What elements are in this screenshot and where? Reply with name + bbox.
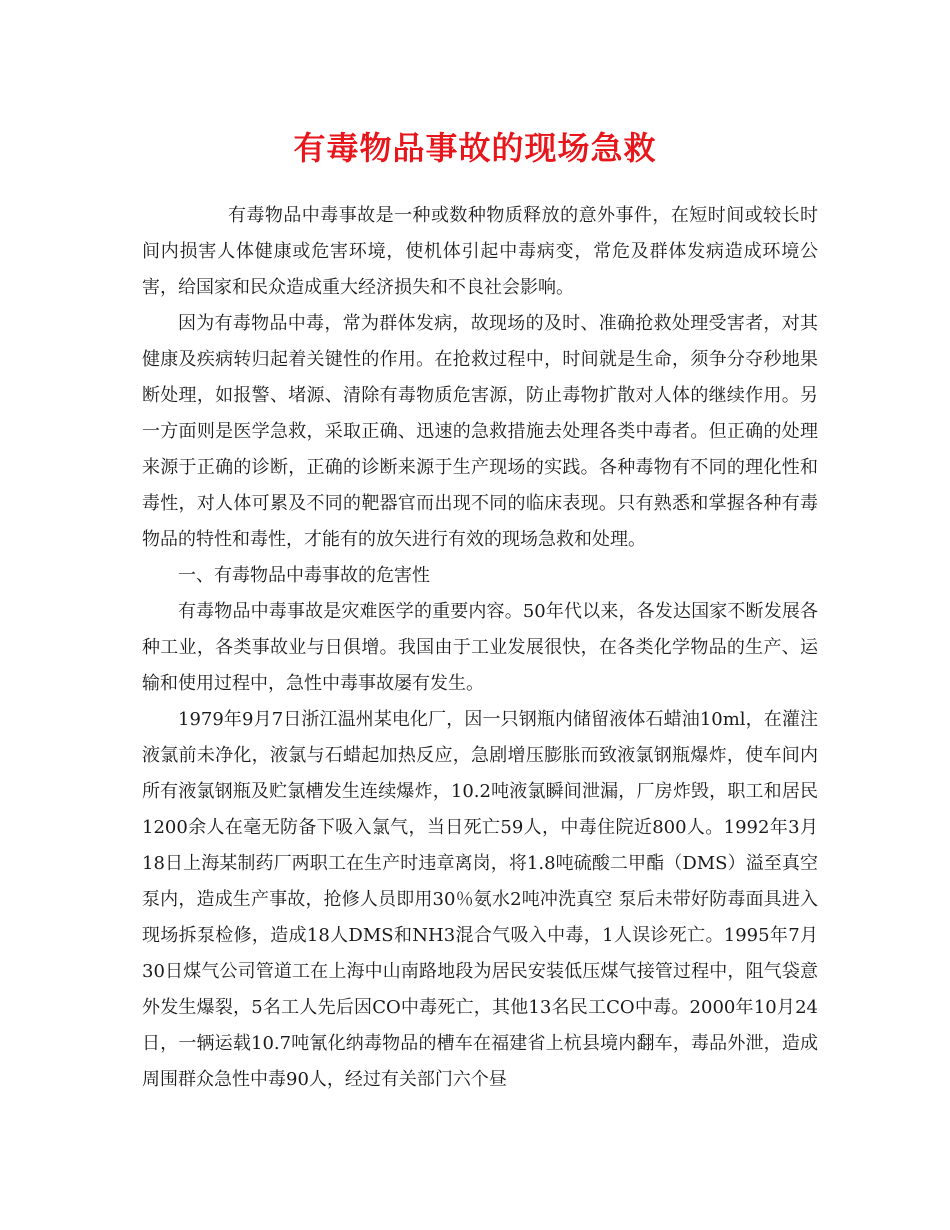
section-heading-hazards: 一、有毒物品中毒事故的危害性	[178, 565, 430, 586]
document-body	[142, 198, 818, 1098]
paragraph-rescue-importance: 因为有毒物品中毒，常为群体发病，故现场的及时、准确抢救处理受害者，对其健康及疾病转归起着关键性的作用。在抢救过程中，时间就是生命，须争分夺秒地果断处理，如报警、堵源、清除有毒物质危害源，防止毒物扩散对人体的继续作用。另一方面则是医学急救，采取正确、迅速的急救措施去处理各类中毒者。但正确的处理来源于正确的诊断，正确的诊断来源于生产现场的实践。各种毒物有不同的理化性和毒性，对人体可累及不同的靶器官而出现不同的临床表现。只有熟悉和掌握各种有毒物品的特性和毒性，才能有的放矢进行有效的现场急救和处理。	[142, 313, 818, 550]
paragraph-disaster-medicine: 有毒物品中毒事故是灾难医学的重要内容。50年代以来，各发达国家不断发展各种工业，各类事故业与日俱增。我国由于工业发展很快，在各类化学物品的生产、运输和使用过程中，急性中毒事故屡有发生。	[142, 601, 818, 694]
paragraph-case-examples: 1979年9月7日浙江温州某电化厂，因一只钢瓶内储留液体石蜡油10ml，在灌注液氯前未净化，液氯与石蜡起加热反应，急剧增压膨胀而致液氯钢瓶爆炸，使车间内所有液氯钢瓶及贮氯槽发生连续爆炸，10.2吨液氯瞬间泄漏，厂房炸毁，职工和居民1200余人在毫无防备下吸入氯气，当日死亡59人，中毒住院近800人。1992年3月18日上海某制药厂两职工在生产时违章离岗，将1.8吨硫酸二甲酯（DMS）溢至真空泵内，造成生产事故，抢修人员即用30％氨水2吨冲洗真空 泵后未带好防毒面具进入现场拆泵检修，造成18人DMS和NH3混合气吸入中毒，1人误诊死亡。1995年7月30日煤气公司管道工在上海中山南路地段为居民安装低压煤气接管过程中，阻气袋意外发生爆裂，5名工人先后因CO中毒死亡，其他13名民工CO中毒。2000年10月24日，一辆运载10.7吨氰化纳毒物品的槽车在福建省上杭县境内翻车，毒品外泄，造成周围群众急性中毒90人，经过有关部门六个昼	[142, 709, 818, 1090]
document-title: 有毒物品事故的现场急救	[293, 129, 657, 167]
paragraph-intro: 有毒物品中毒事故是一种或数种物质释放的意外事件，在短时间或较长时间内损害人体健康或危害环境，使机体引起中毒病变，常危及群体发病造成环境公害，给国家和民众造成重大经济损失和不良社会影响。	[142, 205, 818, 298]
